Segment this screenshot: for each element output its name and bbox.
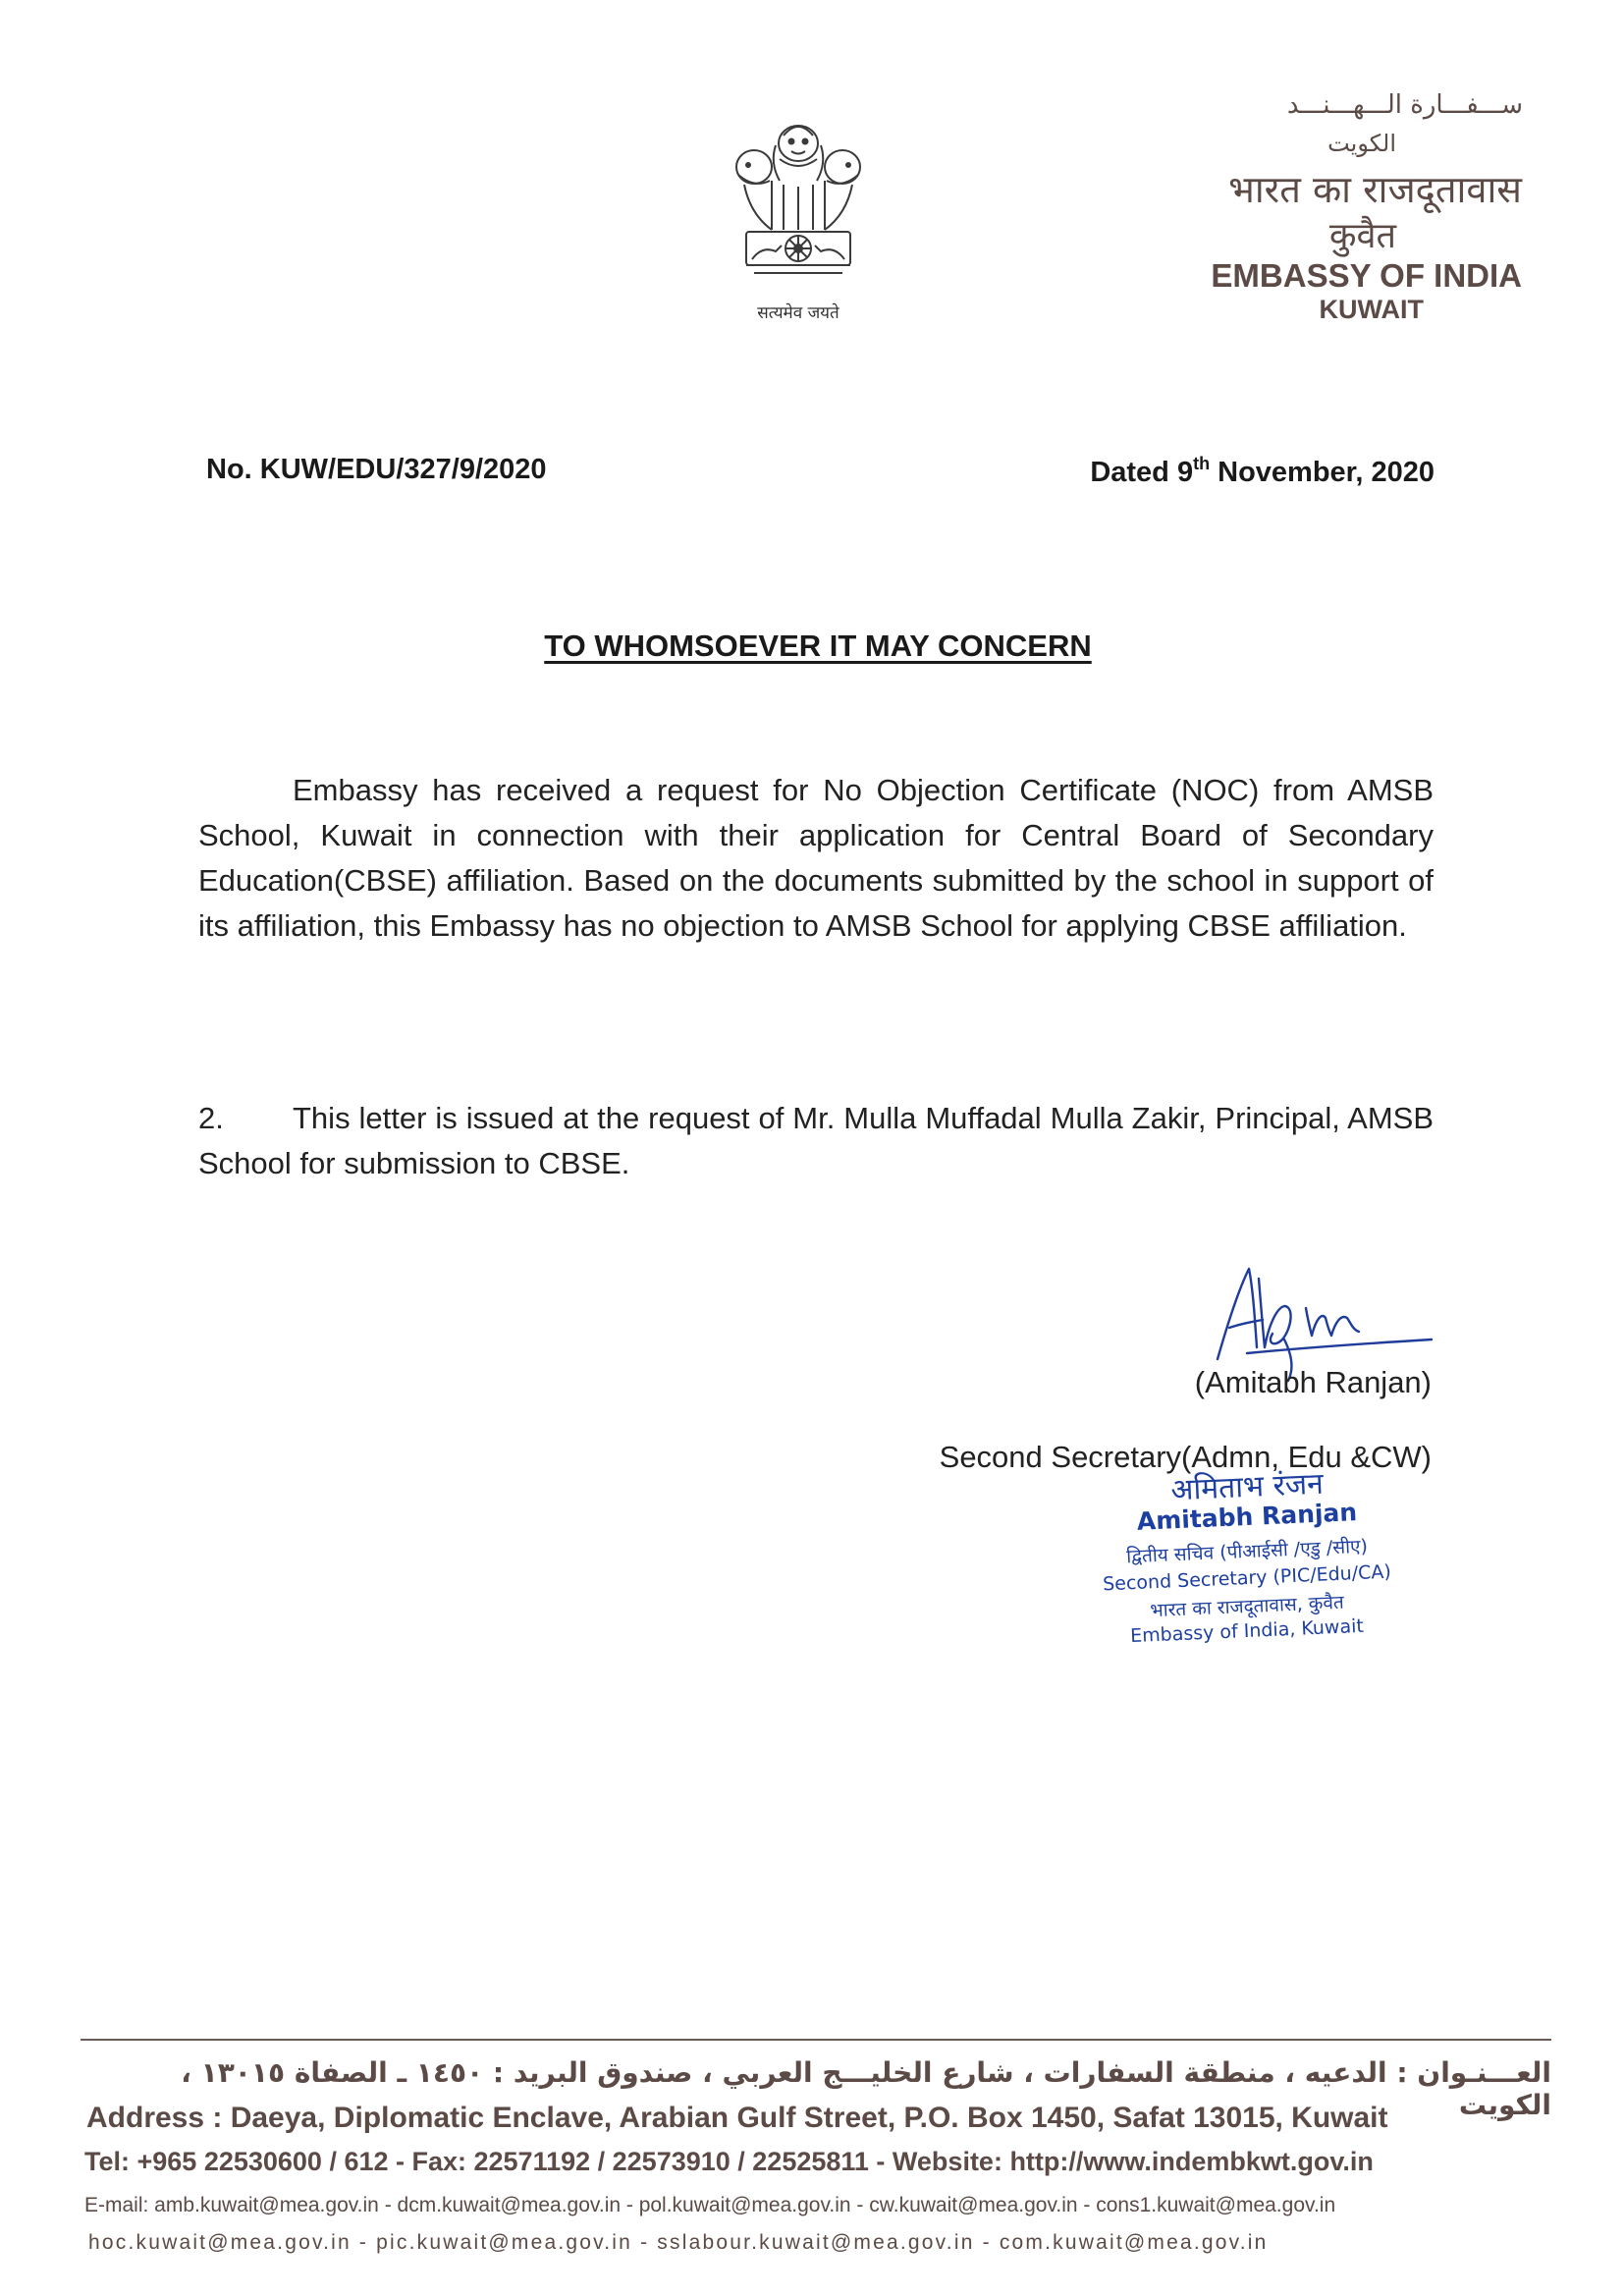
letter-date <box>1090 454 1435 489</box>
emblem-motto: सत्यमेव जयते <box>757 303 839 323</box>
stamp-hindi-name: अमिताभ रंजन <box>1169 1466 1325 1508</box>
footer-arabic-address: العـــنـوان : الدعيه ، منطقة السفارات ، شارع الخليـــج العربي ، صندوق البريد : ١٤٥٠ ـ الصفاة ١٣٠١٥ ، الكويت <box>181 2056 1551 2121</box>
stamp-english-embassy: Embassy of India, Kuwait <box>1129 1614 1365 1648</box>
letterhead-hindi-city: कुवैत <box>1328 216 1396 256</box>
letterhead-hindi-embassy: भारत का राजदूतावास <box>1228 168 1522 211</box>
letterhead-english-city: KUWAIT <box>1319 295 1424 324</box>
stamp-english-title: Second Secretary (PIC/Edu/CA) <box>1102 1560 1392 1596</box>
footer-emails-line-2: hoc.kuwait@mea.gov.in - pic.kuwait@mea.gov.in - sslabour.kuwait@mea.gov.in - com.kuwait@mea.gov.in <box>88 2231 1269 2254</box>
body-paragraph-2 <box>198 1096 1434 1186</box>
footer-emails-line-1: E-mail: amb.kuwait@mea.gov.in - dcm.kuwait@mea.gov.in - pol.kuwait@mea.gov.in - cw.kuwait@mea.gov.in - cons1.kuwait@mea.gov.in <box>84 2194 1336 2216</box>
paragraph-number: 2. <box>198 1101 224 1135</box>
footer-contact: Tel: +965 22530600 / 612 - Fax: 22571192 / 22573910 / 22525811 - Website: http://www.indembkwt.gov.in <box>84 2147 1374 2176</box>
date-day: Dated 9 <box>1090 457 1194 488</box>
paragraph-2-text: This letter is issued at the request of Mr. Mulla Muffadal Mulla Zakir, Principal, AMSB School for submission to CBSE. <box>198 1101 1434 1180</box>
reference-number: No. KUW/EDU/327/9/2020 <box>206 454 547 485</box>
stamp-hindi-title: द्वितीय सचिव (पीआईसी /एडु /सीए) <box>1125 1535 1369 1568</box>
stamp-hindi-embassy: भारत का राजदूतावास, कुवैत <box>1149 1591 1345 1622</box>
footer-divider <box>81 2039 1551 2041</box>
footer-address: Address : Daeya, Diplomatic Enclave, Arabian Gulf Street, P.O. Box 1450, Safat 13015, Kuwait <box>86 2102 1388 2134</box>
letterhead-arabic-city: الكويت <box>1327 130 1396 157</box>
date-ordinal: th <box>1193 454 1211 473</box>
national-emblem-icon <box>725 116 872 332</box>
signatory-name: (Amitabh Ranjan) <box>1194 1365 1432 1399</box>
letterhead-english-embassy: EMBASSY OF INDIA <box>1211 257 1522 294</box>
signatory-title: Second Secretary(Admn, Edu &CW) <box>939 1440 1432 1474</box>
lion-capital-drawing <box>725 116 872 302</box>
date-month-year: November, 2020 <box>1210 457 1435 488</box>
body-paragraph-1: Embassy has received a request for No Objection Certificate (NOC) from AMSB School, Kuwait in connection with their application for Central Board of Secondary Education(CBSE) affiliation. Based on the documents submitted by the school in support of its affiliation, this Embassy has no objection to AMSB School for applying CBSE affiliation. <box>198 773 1434 943</box>
stamp-english-name: Amitabh Ranjan <box>1136 1498 1358 1536</box>
letterhead-arabic-embassy: ســـفـــارة الـــهـــنـــد <box>1286 90 1523 120</box>
letter-subject: TO WHOMSOEVER IT MAY CONCERN <box>544 629 1092 663</box>
